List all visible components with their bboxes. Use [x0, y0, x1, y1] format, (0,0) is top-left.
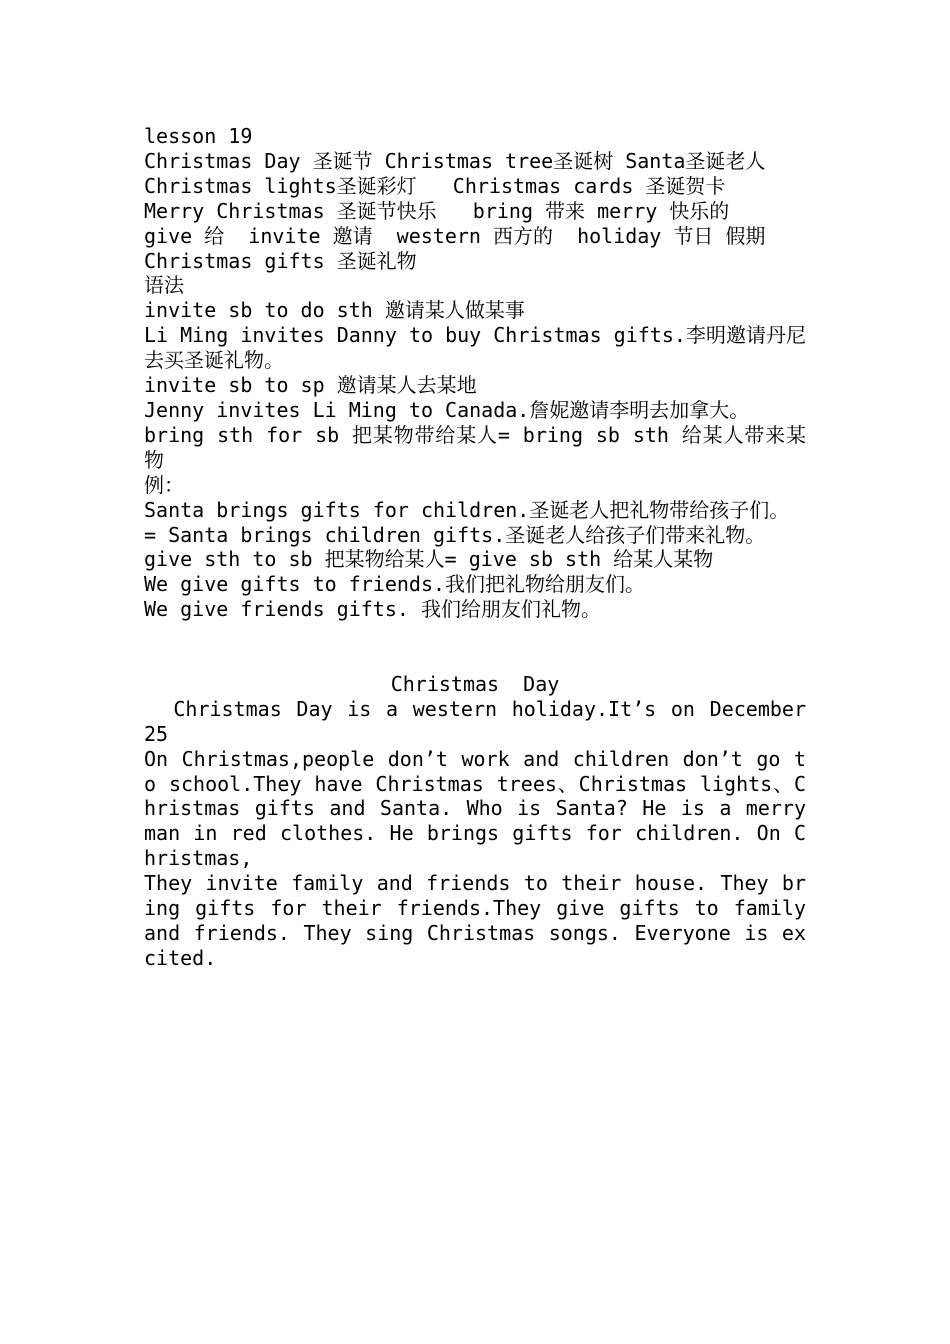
vocab-line-5: Christmas gifts 圣诞礼物	[144, 248, 417, 273]
vocab-line-4: give 给 invite 邀请 western 西方的 holiday 节日 假期	[144, 223, 766, 248]
passage-paragraph-1: Christmas Day is a western holiday.It’s on December 25	[144, 696, 819, 746]
grammar-line-6: 例：	[144, 472, 184, 497]
vocab-line-1: Christmas Day 圣诞节 Christmas tree圣诞树 Santa圣诞老人	[144, 148, 766, 173]
document-page	[144, 124, 819, 971]
grammar-line-8: = Santa brings children gifts.圣诞老人给孩子们带来礼物。	[144, 522, 766, 547]
grammar-line-1: invite sb to do sth 邀请某人做某事	[144, 298, 525, 323]
grammar-line-11: We give friends gifts. 我们给朋友们礼物。	[144, 597, 601, 622]
passage-title: Christmas Day	[390, 671, 560, 696]
grammar-line-4: Jenny invites Li Ming to Canada.詹妮邀请李明去加拿大。	[144, 397, 750, 422]
grammar-line-7: Santa brings gifts for children.圣诞老人把礼物带给孩子们。	[144, 497, 790, 522]
grammar-line-3: invite sb to sp 邀请某人去某地	[144, 373, 477, 398]
grammar-line-5: bring sth for sb 把某物带给某人= bring sb sth 给某人带来某物	[144, 422, 806, 472]
passage-paragraph-3: They invite family and friends to their house. They bring gifts for their friends.They give gifts to family and friends. They sing Christmas songs. Everyone is excited.	[144, 871, 819, 970]
spacer	[144, 647, 806, 672]
spacer	[144, 622, 806, 647]
vocab-line-3: Merry Christmas 圣诞节快乐 bring 带来 merry 快乐的	[144, 198, 730, 223]
grammar-line-2: Li Ming invites Danny to buy Christmas gifts.李明邀请丹尼去买圣诞礼物。	[144, 323, 806, 373]
grammar-line-9: give sth to sb 把某物给某人= give sb sth 给某人某物	[144, 547, 714, 572]
grammar-line-10: We give gifts to friends.我们把礼物给朋友们。	[144, 572, 646, 597]
grammar-label: 语法	[144, 273, 184, 298]
vocab-line-2: Christmas lights圣诞彩灯 Christmas cards 圣诞贺卡	[144, 173, 726, 198]
passage-paragraph-2: On Christmas,people don’t work and children don’t go to school.They have Christmas trees、Christmas lights、Christmas gifts and Santa. Who is Santa? He is a merry man in red clothes. He brings gifts for children. On Christmas,	[144, 746, 819, 871]
lesson-heading: lesson 19	[144, 124, 253, 148]
